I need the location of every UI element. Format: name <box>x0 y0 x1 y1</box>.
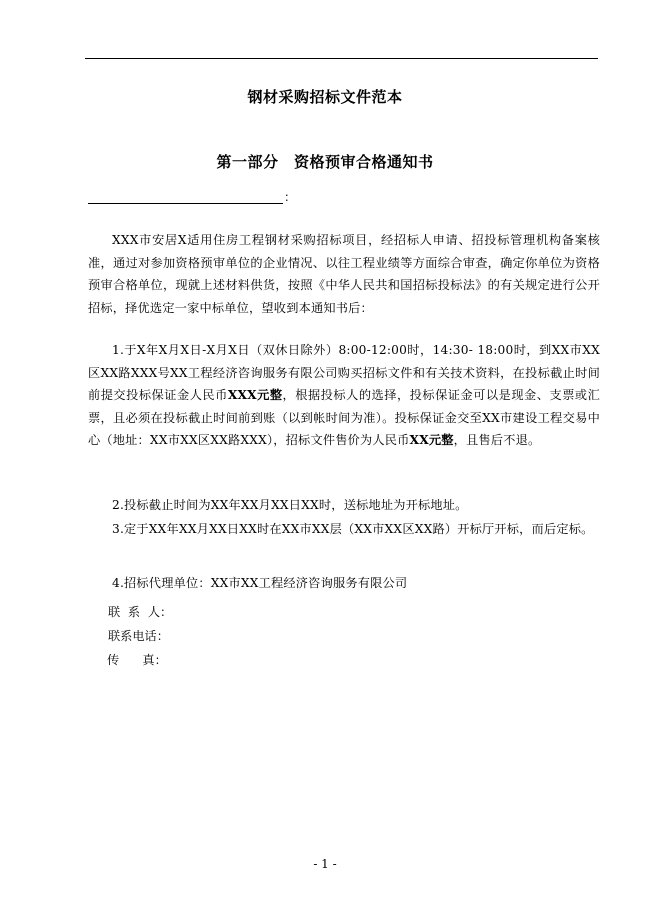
addressee-blank <box>88 188 298 206</box>
item-1-text-c: ，且售后不退。 <box>453 433 541 447</box>
document-title: 钢材采购招标文件范本 <box>247 88 403 106</box>
addressee-underline <box>88 203 283 204</box>
item-1-text-b: ，根据投标人的选择，投标保证金可以是现金、支票或汇票，且必须在投标截止时间前到账（以到帐时间为准）。投标保证金交至XX市建设工程交易中心（地址：XX市XX区XX路XXX），招标文件售价为人民币 <box>88 388 601 447</box>
item-3-paragraph: 3.定于XX年XX月XX日XX时在XX市XX层（XX市XX区XX路）开标厅开标，而后定标。 <box>112 522 594 536</box>
item-1-paragraph <box>88 339 600 452</box>
contact-phone-label: 联系电话： <box>108 629 169 643</box>
intro-paragraph: XXX市安居X适用住房工程钢材采购招标项目，经招标人申请、招投标管理机构备案核准，通过对参加资格预审单位的企业情况、以往工程业绩等方面综合审查，确定你单位为资格预审合格单位，现就上述材料供货，按照《中华人民共和国招标投标法》的有关规定进行公开招标，择优选定一家中标单位，望收到本通知书后： <box>88 233 600 315</box>
page-number: - 1 - <box>313 857 337 871</box>
addressee-colon: ： <box>284 190 297 204</box>
item-2-paragraph: 2.投标截止时间为XX年XX月XX日XX时，送标地址为开标地址。 <box>112 498 468 512</box>
item-1-text-a: 1.于X年X月X日-X月X日（双休日除外）8:00-12:00时，14:30- 18:00时，到XX市XX区XX路XXX号XX工程经济咨询服务有限公司购买招标文件和有关技术资料，在投标截止时间前提交投标保证金人民币 <box>88 343 600 402</box>
deposit-amount: XXX元整 <box>227 388 283 402</box>
document-price: XX元整 <box>409 433 454 447</box>
header-rule <box>85 58 598 59</box>
item-4-paragraph: 4.招标代理单位：XX市XX工程经济咨询服务有限公司 <box>112 576 408 590</box>
contact-person-label: 联 系 人： <box>108 605 173 619</box>
fax-label: 传 真： <box>107 653 167 667</box>
section-title: 第一部分 资格预审合格通知书 <box>216 153 434 171</box>
